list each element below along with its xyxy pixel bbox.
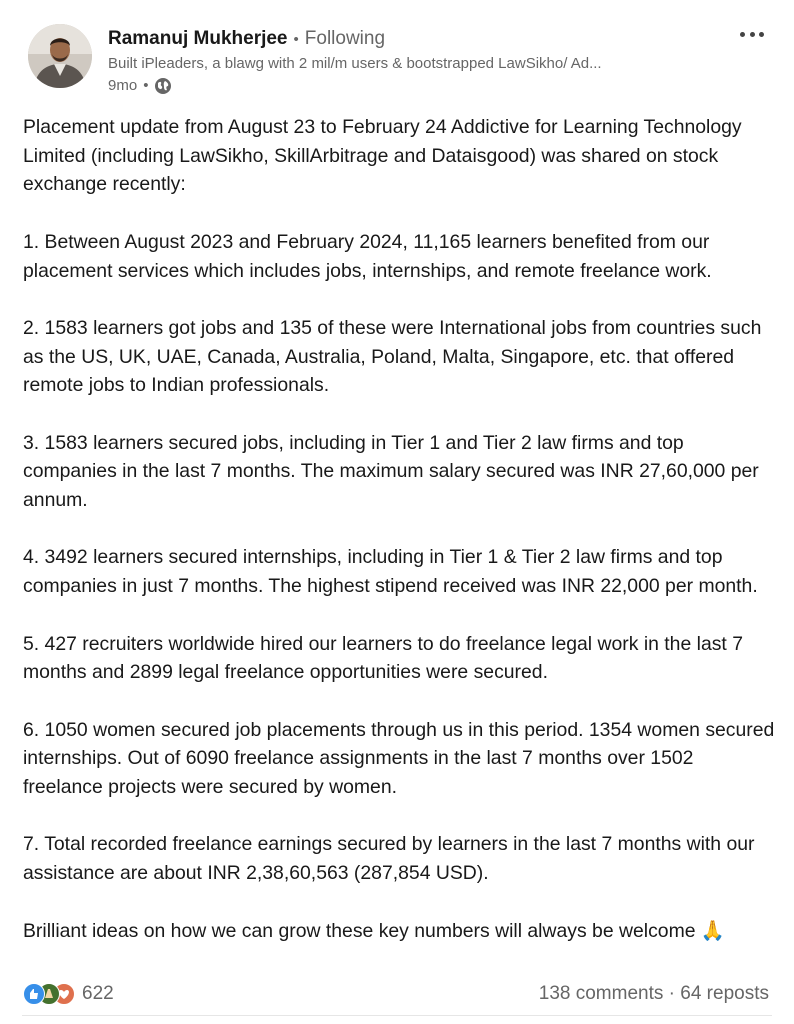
post-paragraph: 5. 427 recruiters worldwide hired our learners to do freelance legal work in the last 7 months and 2899 legal freelance opportunities were secured. <box>23 632 743 684</box>
author-avatar[interactable] <box>28 24 92 88</box>
reaction-count: 622 <box>82 983 114 1004</box>
engagement-links <box>539 983 769 1005</box>
globe-icon <box>154 77 172 95</box>
post-closing <box>23 917 776 946</box>
like-icon <box>23 983 45 1005</box>
post-paragraph: 2. 1583 learners got jobs and 135 of these were International jobs from countries such as the US, UK, UAE, Canada, Australia, Poland, Malta, Singapore, etc. that offered remote jobs to Indian professionals. <box>23 316 762 397</box>
post-time: 9mo <box>108 77 138 94</box>
post-paragraph: Placement update from August 23 to February 24 Addictive for Learning Technology Limited (including LawSikho, SkillArbitrage and Dataisgood) was shared on stock exchange recently: <box>23 116 742 196</box>
reposts-link[interactable]: 64 reposts <box>680 983 769 1004</box>
author-name-row <box>108 26 684 53</box>
post-paragraph: 3. 1583 learners secured jobs, including in Tier 1 and Tier 2 law firms and top companies in the last 7 months. The maximum salary secured was INR 27,60,000 per annum. <box>23 431 759 512</box>
post-time-row <box>108 75 684 97</box>
author-name[interactable]: Ramanuj Mukherjee <box>108 28 288 49</box>
social-counts-bar <box>23 980 769 1008</box>
divider <box>22 1015 772 1016</box>
reaction-icons <box>23 983 78 1005</box>
follow-status: Following <box>304 28 386 49</box>
post-paragraph: 7. Total recorded freelance earnings secured by learners in the last 7 months with our assistance are about INR 2,38,60,563 (287,854 USD). <box>23 833 755 885</box>
post-paragraph: 1. Between August 2023 and February 2024, 11,165 learners benefited from our placement services which includes jobs, internships, and remote freelance work. <box>23 230 712 282</box>
name-separator: • <box>293 31 299 48</box>
folded-hands-emoji: 🙏 <box>700 919 726 942</box>
engagement-separator: · <box>668 983 675 1004</box>
post-paragraph: 6. 1050 women secured job placements through us in this period. 1354 women secured internships. Out of 6090 freelance assignments in the last 7 months over 1502 freelance projects were secured by women. <box>23 718 775 799</box>
author-meta <box>108 26 684 97</box>
more-options-icon[interactable] <box>740 24 764 44</box>
post-header <box>28 24 794 96</box>
time-separator: • <box>143 77 149 94</box>
reactions-summary[interactable] <box>23 983 114 1005</box>
closing-text: Brilliant ideas on how we can grow these key numbers will always be welcome <box>23 919 696 942</box>
post-body <box>23 113 776 945</box>
post-paragraph: 4. 3492 learners secured internships, including in Tier 1 & Tier 2 law firms and top companies in just 7 months. The highest stipend received was INR 22,000 per month. <box>23 546 758 598</box>
comments-link[interactable]: 138 comments <box>538 983 664 1004</box>
author-headline[interactable]: Built iPleaders, a blawg with 2 mil/m users & bootstrapped LawSikho/ Ad... <box>108 55 602 72</box>
